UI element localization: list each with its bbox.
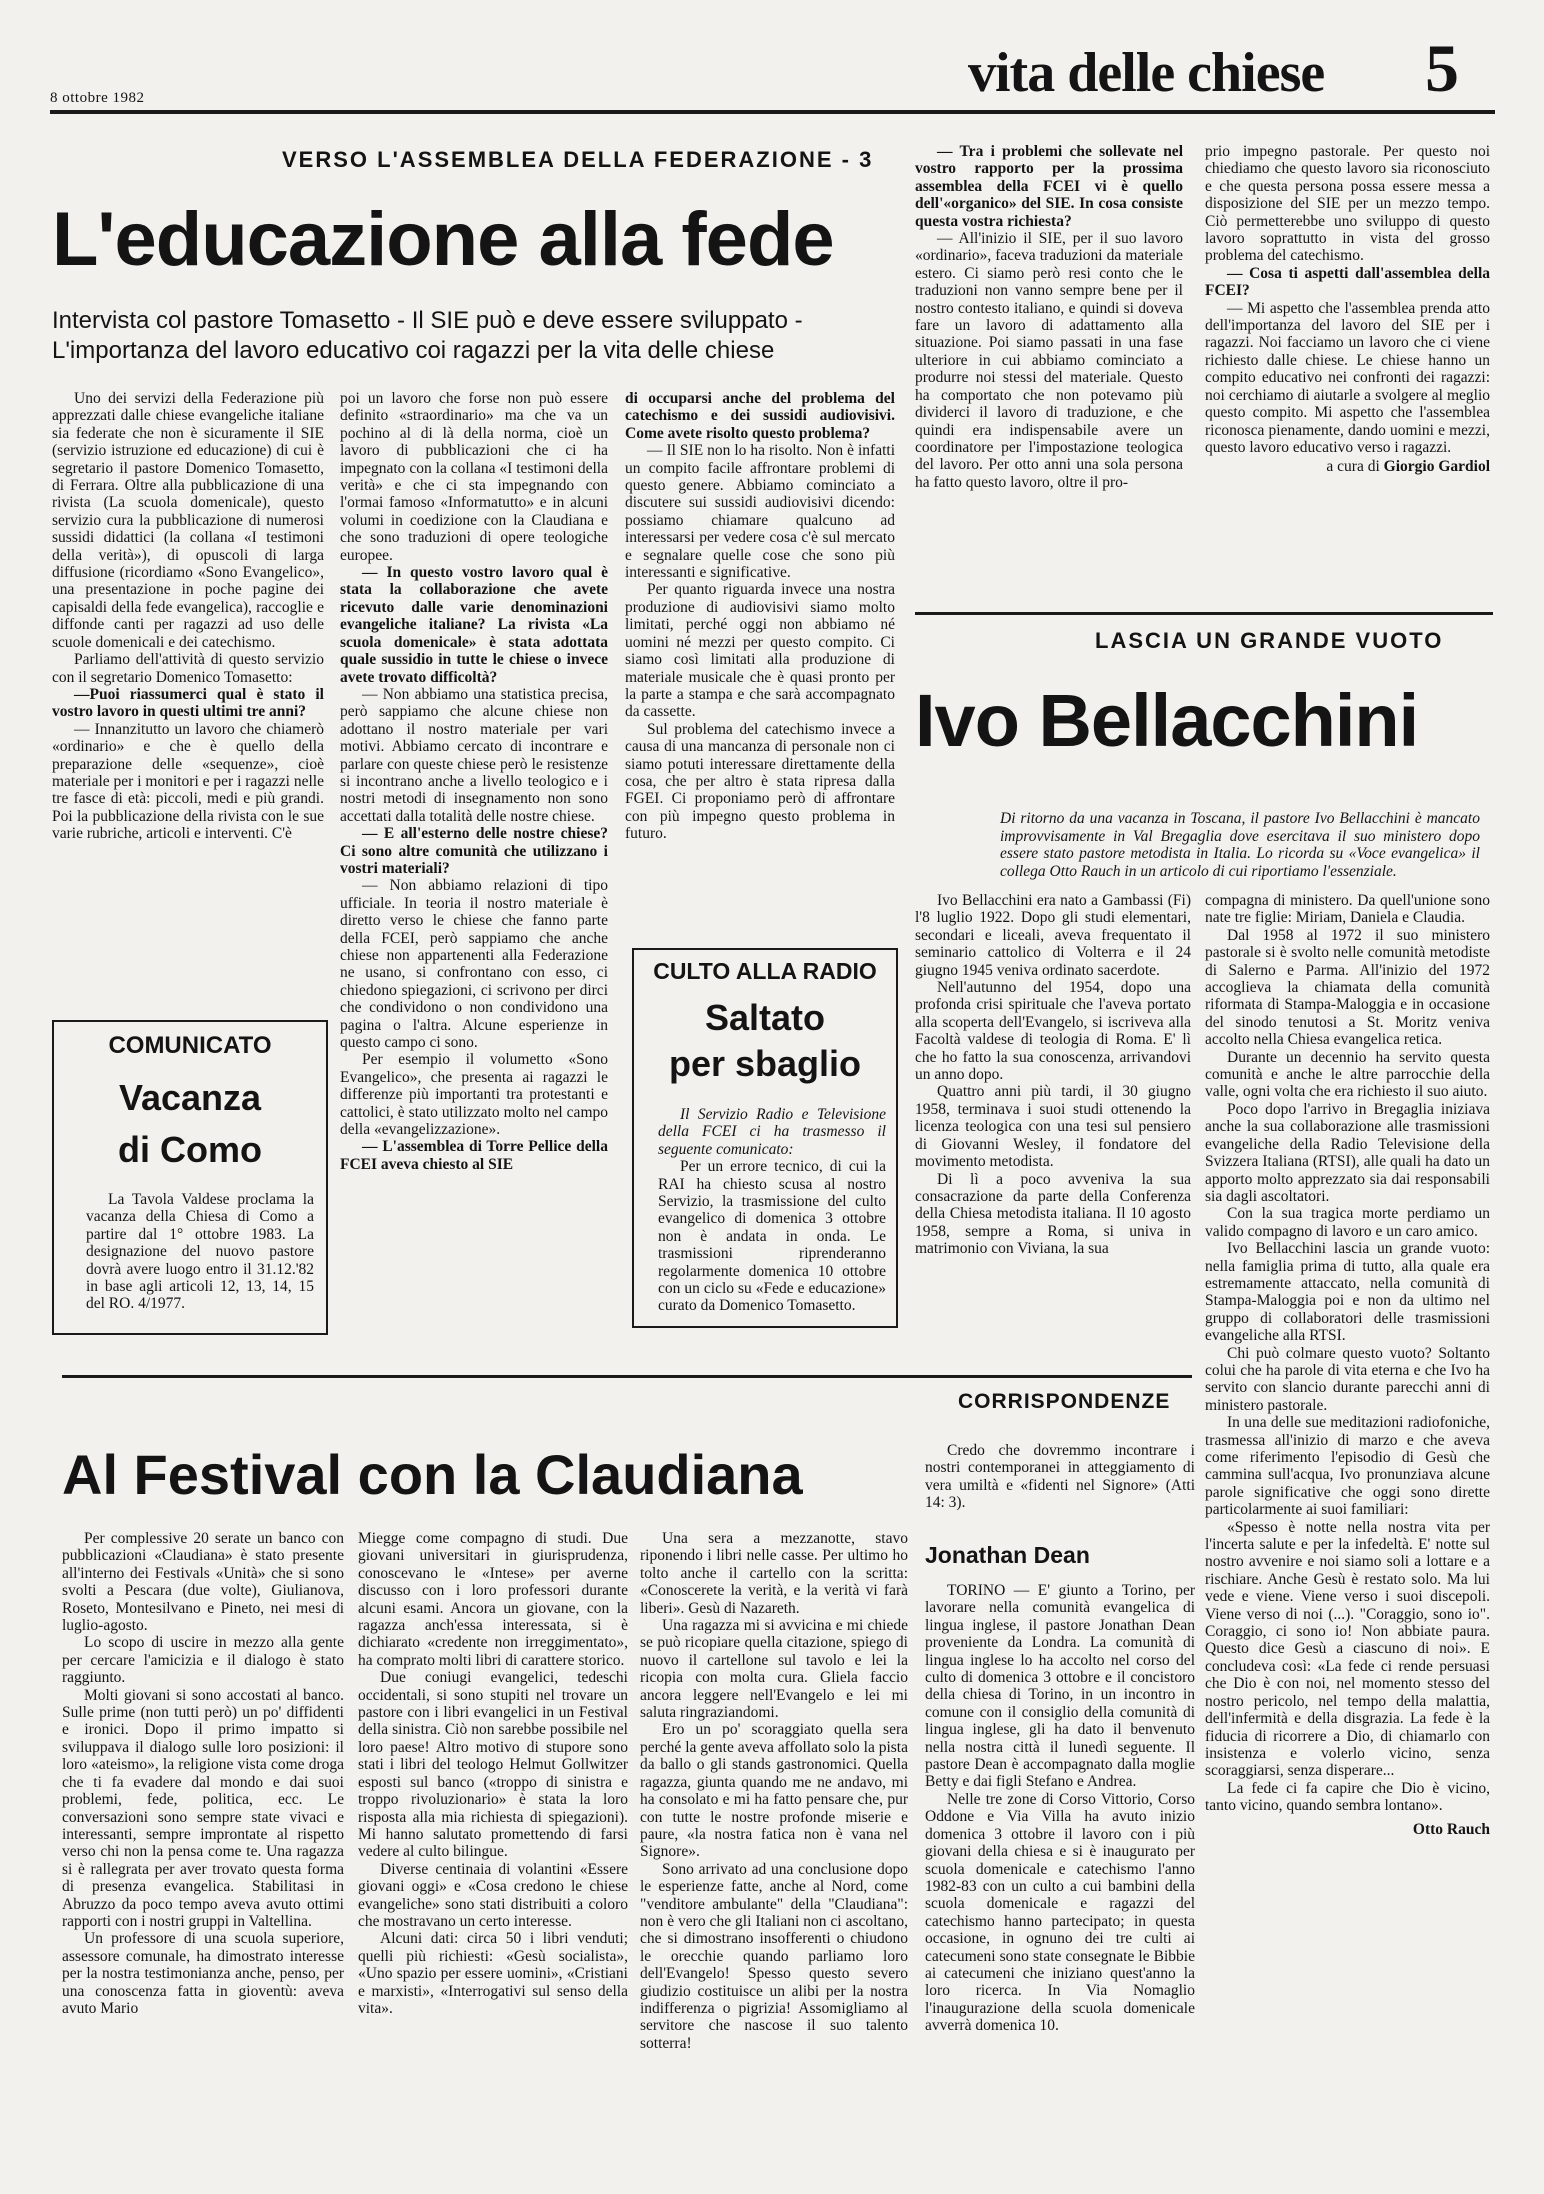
question: — Tra i problemi che sollevate nel vostro rapporto per la prossima assemblea della FCEI vi è quello dell'«organico» del SIE. In cosa consiste questa vostra richiesta? xyxy=(915,143,1183,230)
radio-body xyxy=(658,1106,886,1315)
page-number: 5 xyxy=(1425,30,1459,106)
comunicato-body xyxy=(86,1191,314,1313)
paragraph: Un professore di una scuola superiore, assessore comunale, ha dimostrato interesse per la nostra testimonianza anche, penso, per una conoscenza fatta in gioventù: aveva avuto Mario xyxy=(62,1930,344,2017)
federazione-column-4 xyxy=(915,143,1183,491)
festival-top-rule xyxy=(62,1375,1192,1378)
paragraph: Molti giovani si sono accostati al banco. Sulle prime (non tutti però) un po' diffidenti e ironici. Dopo il primo impatto si sviluppava il dialogo sulle loro posizioni: il loro «ateismo», la religione vista come droga che ti fa evadere dal mondo e dai suoi problemi, fede, politica, ecc. Le conversazioni sono sempre state vivaci e interessanti, sempre improntate al rispetto verso chi non la pensa come te. Una ragazza si è rallegrata per aver trovato questa forma di presenza evangelica. Stabilitasi in Abruzzo da poco tempo aveva avuto ottimi rapporti con i nostri gruppi in Valtellina. xyxy=(62,1686,344,1930)
credit-name: Giorgio Gardiol xyxy=(1383,458,1490,476)
paragraph: Lo scopo di uscire in mezzo alla gente per cercare l'amicizia e il dialogo è stato raggiunto. xyxy=(62,1634,344,1687)
federazione-subtitle-1: Intervista col pastore Tomasetto - Il SIE può e deve essere sviluppato - xyxy=(52,307,803,334)
question: — E all'esterno delle nostre chiese? Ci sono altre comunità che utilizzano i vostri materiali? xyxy=(340,825,608,877)
question: — L'assemblea di Torre Pellice della FCEI aveva chiesto al SIE xyxy=(340,1138,608,1173)
question: — Cosa ti aspetti dall'assemblea della FCEI? xyxy=(1205,264,1490,300)
question: —Puoi riassumerci qual è stato il vostro lavoro in questi ultimi tre anni? xyxy=(52,685,324,721)
paragraph: Per un errore tecnico, di cui la RAI ha chiesto scusa al nostro Servizio, la trasmissione del culto evangelico di domenica 3 ottobre non è andata in onda. Le trasmissioni riprenderanno regolarmente domenica 10 ottobre con un ciclo su «Fede e educazione» curato da Domenico Tomasetto. xyxy=(658,1158,886,1315)
bellacchini-kicker: LASCIA UN GRANDE VUOTO xyxy=(1095,628,1444,653)
paragraph: Con la sua tragica morte perdiamo un valido compagno di lavoro e un caro amico. xyxy=(1205,1205,1490,1240)
paragraph: Durante un decennio ha servito questa comunità e anche le altre parrocchie della valle, ogni volta che era richiesto il suo aiuto. xyxy=(1205,1048,1490,1101)
paragraph: Ivo Bellacchini lascia un grande vuoto: nella famiglia prima di tutto, alla quale era estremamente attaccato, nella comunità di Stampa-Maloggia poi e non da ultimo nel gruppo di collaboratori delle trasmissioni evangeliche alla RTSI. xyxy=(1205,1240,1490,1345)
federazione-subtitle-2: L'importanza del lavoro educativo coi ragazzi per la vita delle chiese xyxy=(52,337,775,364)
radio-title-1: Saltato xyxy=(704,997,826,1038)
festival-column-3 xyxy=(640,1530,908,2052)
bellacchini-column-1 xyxy=(915,892,1191,1258)
festival-title: Al Festival con la Claudiana xyxy=(62,1443,803,1506)
federazione-column-1 xyxy=(52,390,324,843)
paragraph: Due coniugi evangelici, tedeschi occidentali, si sono stupiti nel trovare un pastore con i libri evangelici in un Festival della sinistra. Ciò non sarebbe possibile nel loro paese! Altro motivo di stupore sono stati i libri del teologo Helmut Gollwitzer esposti sul banco («troppo di sinistra e troppo rivoluzionario» è stata la loro risposta alla mia richiesta di spiegazioni). Mi hanno salutato promettendo di farsi vedere al culto bilingue. xyxy=(358,1669,628,1861)
paragraph: Sono arrivato ad una conclusione dopo le esperienze fatte, anche al Nord, come "venditore ambulante" della "Claudiana": non è vero che gli Italiani non ci ascoltano, che si dimostrano insofferenti o chiudono le orecchie quando parliamo loro dell'Evangelo! Spesso questo severo giudizio costituisce un alibi per la nostra indifferenza o pigrizia! Assomigliamo al servitore che nascose il suo talento sotterra! xyxy=(640,1860,908,2052)
dean-body xyxy=(925,1582,1195,2035)
paragraph: poi un lavoro che forse non può essere definito «straordinario» ma che va un pochino al di là della norma, cioè un lavoro di pubblicazioni che ci ha impegnato con la collana «I testimoni della verità» e che ci sta impegnando con l'ormai famoso «Informatutto» e in alcuni volumi in coedizione con la Claudiana e che sono traduzioni di opere teologiche europee. xyxy=(340,390,608,564)
bellacchini-intro: Di ritorno da una vacanza in Toscana, il pastore Ivo Bellacchini è mancato improvvisamente in Val Bregaglia dove esercitava il suo ministero dopo essere stato pastore metodista in Italia. Lo ricorda su «Voce evangelica» il collega Otto Rauch in un articolo di cui riportiamo l'essenziale. xyxy=(1000,810,1480,880)
federazione-column-2 xyxy=(340,390,608,1173)
paragraph: — Mi aspetto che l'assemblea prenda atto dell'importanza del lavoro del SIE per i ragazzi. Noi facciamo un lavoro che ci viene richiesto dalle chiese. Le chiese hanno un compito educativo nei confronti dei ragazzi: noi cerchiamo di aiutarle a svolgere al meglio questo compito. Mi aspetto che l'assemblea riconosca pienamente, dando uomini e mezzi, questo lavoro educativo verso i ragazzi. xyxy=(1205,299,1490,456)
radio-intro: Il Servizio Radio e Televisione della FCEI ci ha trasmesso il seguente comunicato: xyxy=(658,1106,886,1158)
paragraph: «Spesso è notte nella nostra vita per l'incerta salute e per la infedeltà. E' notte sul nostro avvenire e noi siamo soli a lottare e a rischiare. Anche Gesù è restato solo. Ma lui vede e viene. Viene verso i suoi discepoli. Viene verso di noi (...). "Coraggio, sono io". Coraggio, ci sono io! Non abbiate paura. Questo dice Gesù a ciascuno di noi». E concludeva così: «La fede ci rende persuasi che Dio è con noi, nel momento stesso del nostro pericolo, nel tempo della malattia, dell'infermità e della disgrazia. La fede è la fiducia di ricorrere a Dio, di chiamarlo con insistenza e volerlo vicino, senza scoraggiarsi, senza disperare... xyxy=(1205,1518,1490,1780)
credit xyxy=(1205,458,1490,475)
bellacchini-column-2 xyxy=(1205,892,1490,1838)
festival-column-4-end xyxy=(925,1442,1195,1512)
paragraph: Uno dei servizi della Federazione più apprezzati dalle chiese evangeliche italiane sia federate che non è sicuramente il SIE (servizio istruzione ed educazione) di cui è segretario il pastore Domenico Tomasetto, di Ferrara. Oltre alla pubblicazione di una rivista (La scuola domenicale), questo servizio cura la pubblicazione di numerosi sussidi didattici (la collana «I testimoni della verità»), di opuscoli di larga diffusione (ricordiamo «Sono Evangelico», una presentazione in poche pagine dei capisaldi della fede evangelica), raccoglie e diffonde canti per ragazzi ad uso delle scuole domenicali e dei catechismo. xyxy=(52,390,324,651)
comunicato-title-2: di Como xyxy=(118,1129,262,1170)
paragraph: Una sera a mezzanotte, stavo riponendo i libri nelle casse. Per ultimo ho tolto anche il cartello con la scritta: «Conoscerete la verità, e la verità vi farà liberi». Gesù di Nazareth. xyxy=(640,1530,908,1617)
bellacchini-top-rule xyxy=(915,612,1493,615)
paragraph: TORINO — E' giunto a Torino, per lavorare nella comunità evangelica di lingua inglese, il pastore Jonathan Dean proveniente da Londra. La comunità di lingua inglese lo ha accolto nel corso del culto di domenica 3 ottobre e il concistoro della chiesa di Torino, in un incontro in comune con il consiglio della comunità di lingua inglese, gli ha dato il benvenuto nella nostra città il lunedì seguente. Il pastore Dean è accompagnato dalla moglie Betty e dai figli Stefano e Andrea. xyxy=(925,1582,1195,1791)
credit-prefix: a cura di xyxy=(1326,458,1384,476)
paragraph: Ero un po' scoraggiato quella sera perché la gente aveva affollato solo la pista da ballo o gli stands gastronomici. Quella ragazza, giunta quando me ne andavo, mi ha consolato e mi ha fatto pensare che, pur con tutte le nostre profonde miserie e paure, «la nostra fatica non è vana nel Signore». xyxy=(640,1721,908,1861)
paragraph: — Non abbiamo relazioni di tipo ufficiale. In teoria il nostro materiale è diretto verso le chiese che fanno parte della FCEI, però sappiamo che anche chiese non appartenenti alla Federazione ne usano, si confrontano con esso, ci chiedono spiegazioni, ci scrivono per dirci che condividono o non condividono una pagina o l'altra. Alcune esperienze in questo campo ci sono. xyxy=(340,877,608,1052)
comunicato-title-1: Vacanza xyxy=(118,1077,262,1118)
paragraph: compagna di ministero. Da quell'unione sono nate tre figlie: Miriam, Daniela e Claudia. xyxy=(1205,892,1490,927)
page-date: 8 ottobre 1982 xyxy=(50,90,145,106)
paragraph: Per complessive 20 serate un banco con pubblicazioni «Claudiana» è stato presente all'interno dei Festivals «Unità» che si sono svolti a Pescara (due volte), Giulianova, Roseto, Montesilvano e Pineto, nei mesi di luglio-agosto. xyxy=(62,1530,344,1635)
paragraph: La fede ci fa capire che Dio è vicino, tanto vicino, quando sembra lontano». xyxy=(1205,1779,1490,1815)
comunicato-label: COMUNICATO xyxy=(108,1032,272,1059)
paragraph: In una delle sue meditazioni radiofoniche, trasmessa all'inizio di marzo e che aveva come riferimento l'episodio di Gesù che cammina sull'acqua, Ivo pronunziava alcune parole significative che oggi sono dirette particolarmente ai suoi familiari: xyxy=(1205,1414,1490,1519)
masthead-rule xyxy=(50,110,1495,114)
paragraph: Per quanto riguarda invece una nostra produzione di audiovisivi siamo molto limitati, perché oggi non abbiamo né uomini né mezzi per questo compito. Ci siamo così limitati alla produzione di materiale musicale che è quasi pronto per la parte a stampa e che sarà accompagnato da cassette. xyxy=(625,581,895,721)
federazione-title: L'educazione alla fede xyxy=(52,197,834,282)
paragraph: Credo che dovremmo incontrare i nostri contemporanei in atteggiamento di vera umiltà e «fidenti nel Signore» (Atti 14: 3). xyxy=(925,1442,1195,1512)
paragraph: — Il SIE non lo ha risolto. Non è infatti un compito facile affrontare problemi di questo genere. Abbiamo cominciato a discutere sui sussidi audiovisivi dicendo: possiamo chiamare qualcuno ad interessarsi per vedere cosa c'è sul mercato e segnalare quelle cose che sono più interessanti e significative. xyxy=(625,442,895,582)
paragraph: — Innanzitutto un lavoro che chiamerò «ordinario» e che è quello della preparazione delle «sequenze», cioè materiale per i monitori e per i ragazzi nelle tre fasce di età: piccoli, medi e più grandi. Poi la pubblicazione della rivista con le sue varie rubriche, articoli e interventi. C'è xyxy=(52,720,324,843)
radio-title-2: per sbaglio xyxy=(668,1043,862,1084)
paragraph: — Non abbiamo una statistica precisa, però sappiamo che alcune chiese non adottano il nostro materiale per vari motivi. Abbiamo cercato di incontrare e parlare con queste chiese però le resistenze si incontrano anche a livello teologico e i nostri metodi di insegnamento non sono accettati dalla totalità delle nostre chiese. xyxy=(340,685,608,825)
question: di occuparsi anche del problema del catechismo e dei sussidi audiovisivi. Come avete risolto questo problema? xyxy=(625,390,895,442)
paragraph: prio impegno pastorale. Per questo noi chiediamo che questo lavoro sia riconosciuto e che questa persona possa essere messa a disposizione del SIE per un mezzo tempo. Ciò permetterebbe uno sviluppo di questo lavoro soprattutto in vista del grosso problema del catechismo. xyxy=(1205,143,1490,265)
paragraph: Nelle tre zone di Corso Vittorio, Corso Oddone e Via Villa ha avuto inizio domenica 3 ottobre il lavoro con i più giovani della chiesa e si è inaugurato per scuola domenicale e catechismo l'anno 1982-83 con un culto a cui bambini della scuola domenicale e ragazzi del catechismo hanno partecipato; in questa occasione, in ognuno dei tre culti ai catecumeni sono state consegnate le Bibbie ai catecumeni che iniziano quest'anno la loro ricerca. In Via Nomaglio l'inaugurazione della scuola domenicale avverrà domenica 10. xyxy=(925,1790,1195,2035)
paragraph: Poco dopo l'arrivo in Bregaglia iniziava anche la sua collaborazione alle trasmissioni evangeliche della Radio Televisione della Svizzera Italiana (RTSI), alle quali ha dato un apporto molto apprezzato sia dai responsabili sia dagli ascoltatori. xyxy=(1205,1100,1490,1205)
paragraph: Chi può colmare questo vuoto? Soltanto colui che ha parole di vita eterna e che Ivo ha servito con slancio durante parecchi anni di ministero pastorale. xyxy=(1205,1344,1490,1414)
section-title: vita delle chiese xyxy=(968,42,1325,104)
festival-column-1 xyxy=(62,1530,344,2017)
paragraph: Miegge come compagno di studi. Due giovani universitari in giurisprudenza, conoscevano le «Intese» per averne discusso con i loro professori durante alcuni esami. Ancora un giovane, con la ragazza anch'essa interessata, si è dichiarato «credente non irreggimentato», ha comprato molti libri di carattere storico. xyxy=(358,1530,628,1669)
paragraph: Alcuni dati: circa 50 i libri venduti; quelli più richiesti: «Gesù socialista», «Uno spazio per essere uomini», «Cristiani e marxisti», «Interrogativi sul senso della vita». xyxy=(358,1930,628,2017)
paragraph: Per esempio il volumetto «Sono Evangelico», che presenta ai ragazzi le differenze più importanti tra protestanti e cattolici, è stato utilizzato molto nel campo della «evangelizzazione». xyxy=(340,1051,608,1139)
federazione-kicker: VERSO L'ASSEMBLEA DELLA FEDERAZIONE - 3 xyxy=(282,147,874,172)
paragraph: — All'inizio il SIE, per il suo lavoro «ordinario», faceva traduzioni da materiale estero. Ci siamo però resi conto che le traduzioni non vanno sempre bene per il nostro contesto italiano, e quindi si doveva fare un lavoro di adattamento alla situazione. Poi siamo passati in una fase ulteriore in cui abbiamo cominciato a produrre noi stessi del materiale. Questo ha comportato che non potevamo più dividerci il lavoro di traduzione, e che quindi era indispensabile avere un coordinatore per l'impostazione teologica del lavoro. Per otto anni una sola persona ha fatto questo lavoro, oltre il pro- xyxy=(915,230,1183,491)
dean-title: Jonathan Dean xyxy=(925,1542,1090,1568)
paragraph: Parliamo dell'attività di questo servizio con il segretario Domenico Tomasetto: xyxy=(52,651,324,686)
federazione-column-5 xyxy=(1205,143,1490,476)
festival-column-2 xyxy=(358,1530,628,2017)
federazione-column-3 xyxy=(625,390,895,843)
radio-label: CULTO ALLA RADIO xyxy=(653,958,877,984)
paragraph: Dal 1958 al 1972 il suo ministero pastorale si è svolto nelle comunità metodiste di Salerno e Parma. All'inizio del 1972 accoglieva la chiamata della comunità riformata di Stampa-Maloggia e in occasione del sinodo tenutosi a St. Moritz veniva accolto nella Chiesa evangelica retica. xyxy=(1205,926,1490,1049)
paragraph: Di lì a poco avveniva la sua consacrazione da parte della Conferenza della Chiesa metodista italiana. Il 10 agosto 1958, sempre a Roma, si univa in matrimonio con Viviana, la sua xyxy=(915,1170,1191,1258)
paragraph: Nell'autunno del 1954, dopo una profonda crisi spirituale che l'aveva portato alla scoperta dell'Evangelo, si iscriveva alla Facoltà valdese di teologia di Roma. E' lì che ho fatto la sua conoscenza, arrivandovi un anno dopo. xyxy=(915,979,1191,1084)
bellacchini-title: Ivo Bellacchini xyxy=(915,679,1419,762)
paragraph: Quattro anni più tardi, il 30 giugno 1958, terminava i suoi studi ottenendo la licenza teologica con una tesi sul pensiero di Giovanni Wesley, il fondatore del movimento metodista. xyxy=(915,1083,1191,1171)
paragraph: Sul problema del catechismo invece a causa di una mancanza di personale non ci siamo potuti interessare direttamente della cosa, che per altro è stata ripresa dalla FGEI. Ci proponiamo però di affrontare con più impegno questo problema in futuro. xyxy=(625,720,895,843)
bellacchini-signature: Otto Rauch xyxy=(1412,1820,1490,1838)
paragraph: Ivo Bellacchini era nato a Gambassi (Fi) l'8 luglio 1922. Dopo gli studi elementari, secondari e liceali, aveva frequentato il seminario cattolico di Volterra e il 24 giugno 1945 veniva ordinato sacerdote. xyxy=(915,892,1191,979)
question: — In questo vostro lavoro qual è stata la collaborazione che avete ricevuto dalle varie denominazioni evangeliche italiane? La rivista «La scuola domenicale» è stata adottata quale sussidio in tutte le chiese o invece avete trovato difficoltà? xyxy=(340,564,608,686)
festival-kicker: CORRISPONDENZE xyxy=(958,1390,1171,1413)
paragraph: Diverse centinaia di volantini «Essere giovani oggi» e «Cosa credono le chiese evangeliche» sono stati distribuiti a coloro che mostravano un certo interesse. xyxy=(358,1860,628,1930)
paragraph: Una ragazza mi si avvicina e mi chiede se può ricopiare quella citazione, spiego di nuovo il cartellone sul tavolo e lei la ricopia con molta cura. Gliela faccio ancora leggere nell'Evangelo e lei mi saluta ringraziandomi. xyxy=(640,1617,908,1722)
paragraph: La Tavola Valdese proclama la vacanza della Chiesa di Como a partire dal 1° ottobre 1983. La designazione del nuovo pastore dovrà avere luogo entro il 31.12.'82 in base agli articoli 12, 13, 14, 15 del RO. 4/1977. xyxy=(86,1191,314,1313)
